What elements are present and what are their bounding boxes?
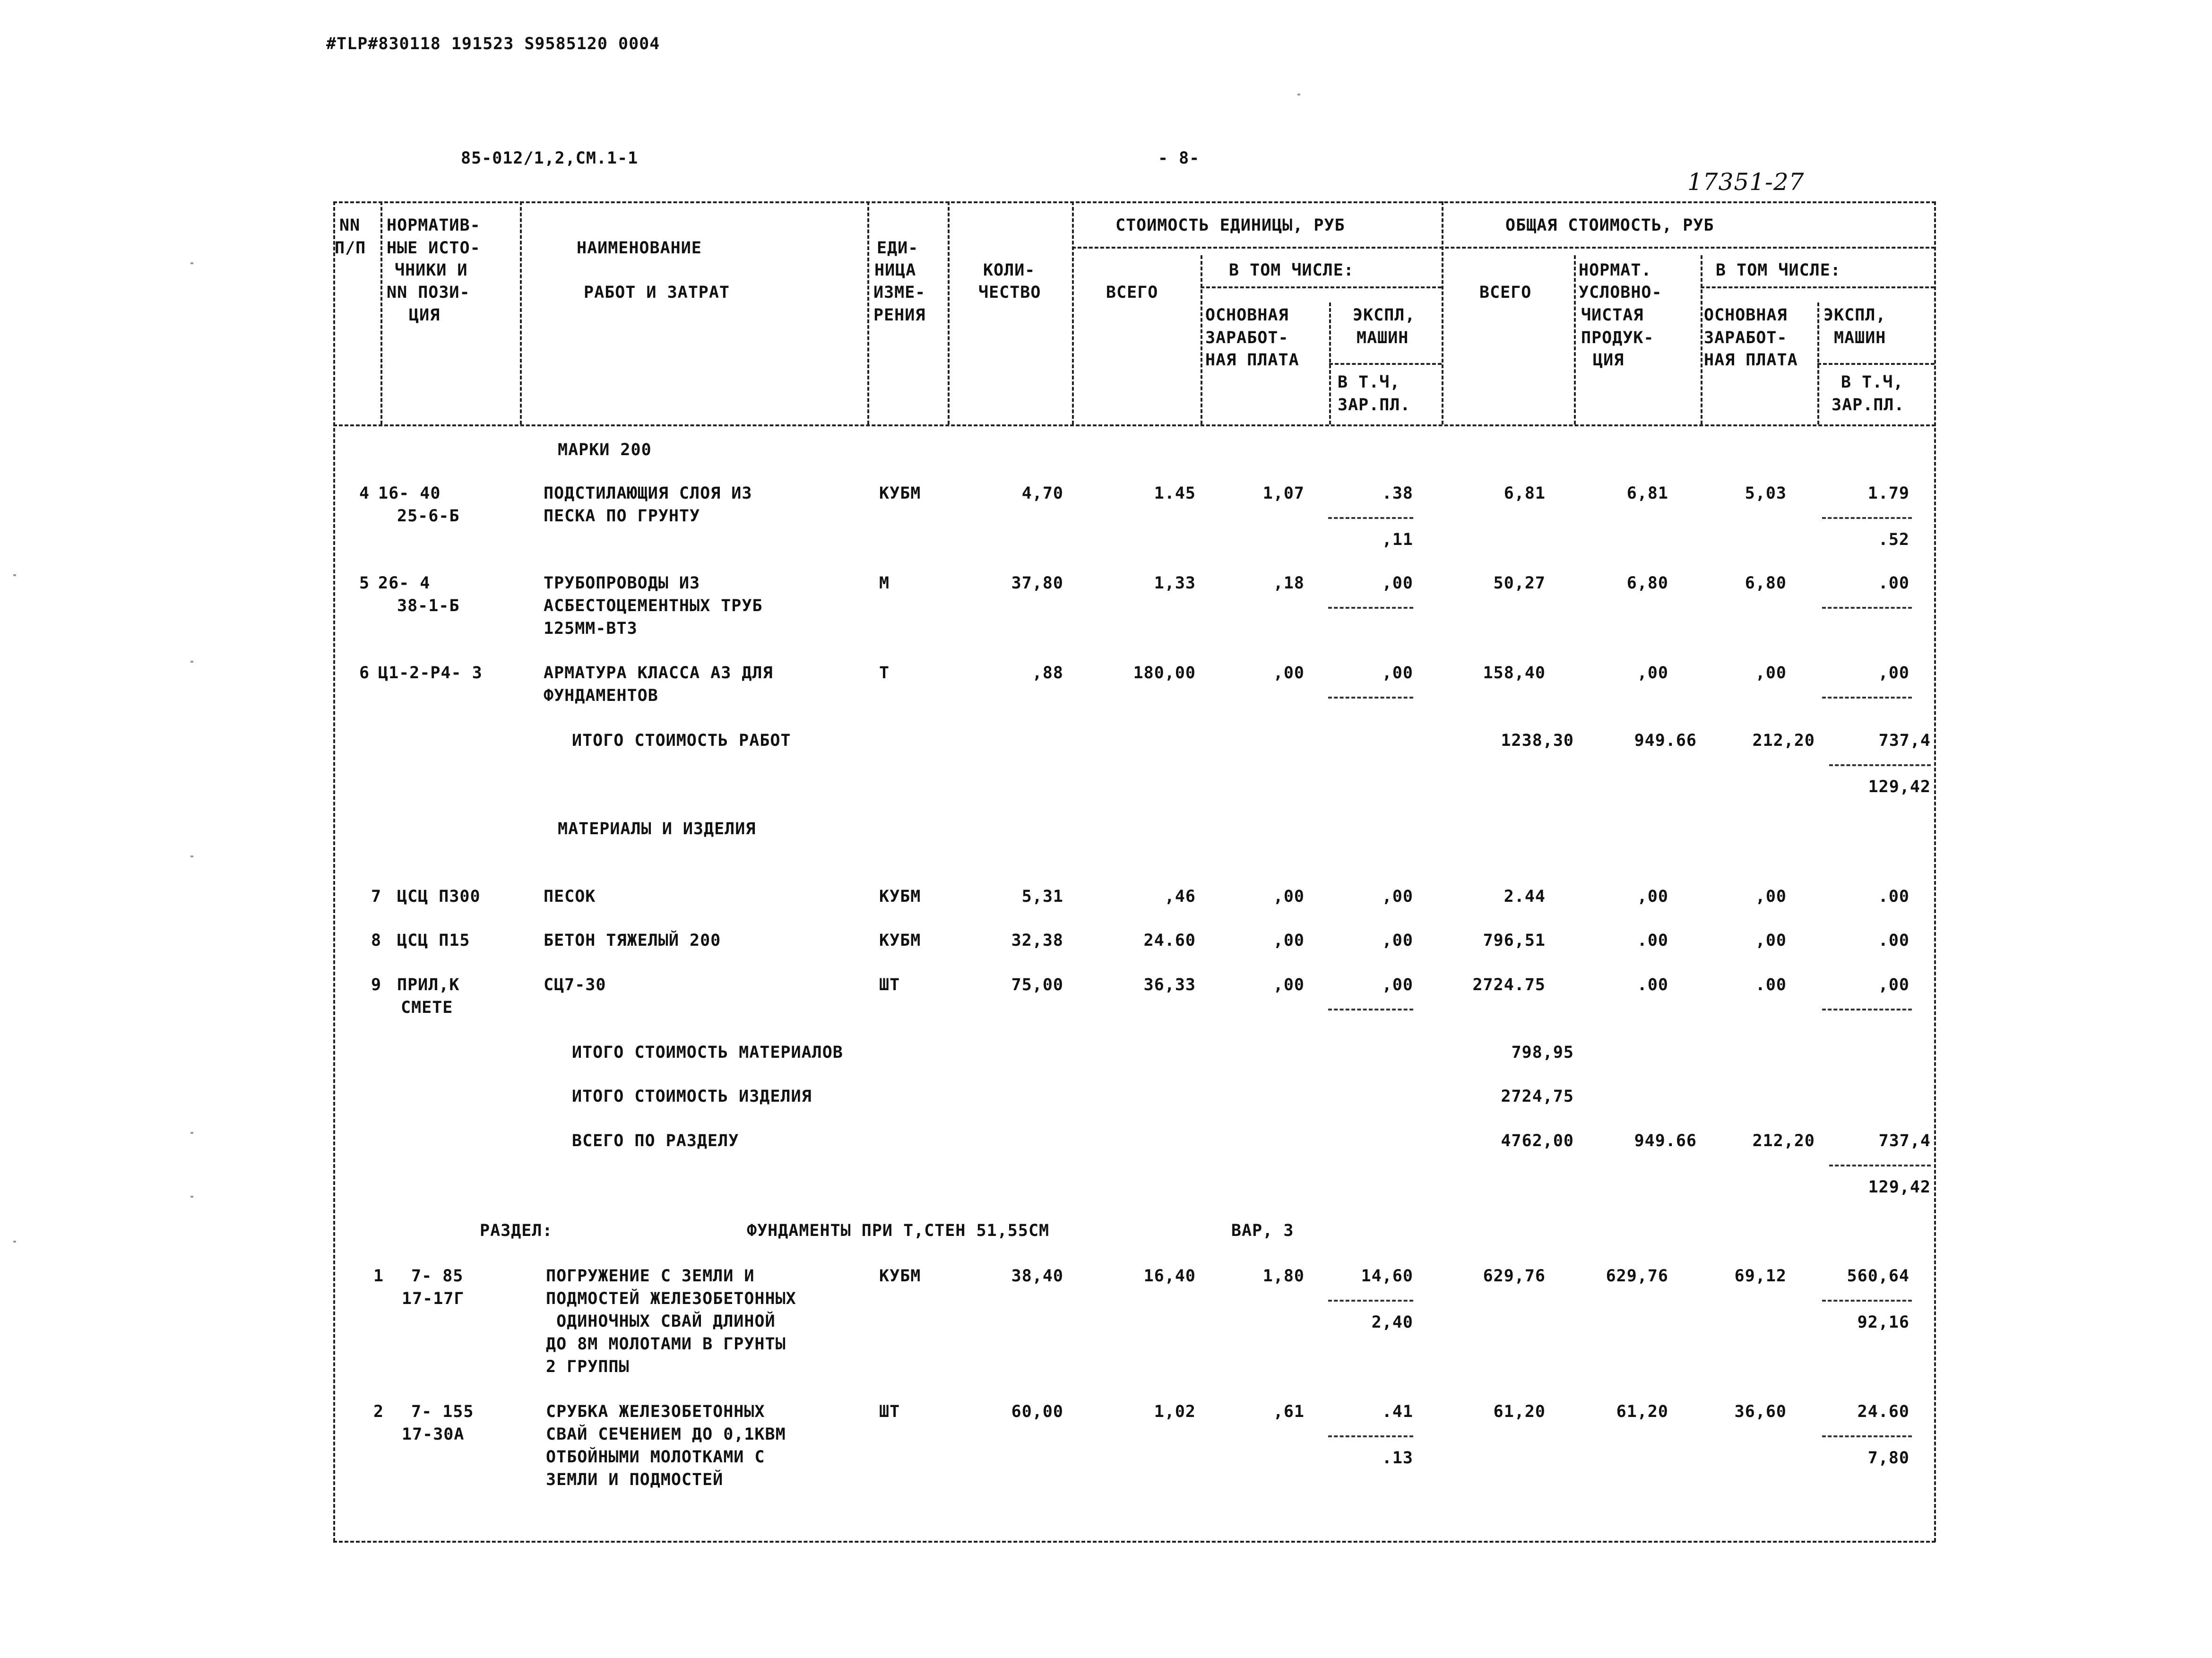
row-code: 16- 40	[378, 484, 441, 503]
scan-speck	[190, 1132, 193, 1134]
col-total-vtch-2: ЗАР.ПЛ.	[1832, 396, 1905, 414]
table-left-border	[333, 201, 335, 1542]
row-name-line: ПЕСОК	[544, 887, 596, 906]
row-unit-total: 1,33	[1154, 574, 1196, 593]
row-num: 2	[373, 1402, 384, 1421]
row-separator	[1328, 517, 1413, 519]
row-code-2: 38-1-Б	[397, 596, 460, 615]
header-subline-1	[1072, 247, 1935, 249]
row-total-salary: 36,60	[1734, 1402, 1787, 1421]
section-total-label: ВСЕГО ПО РАЗДЕЛУ	[572, 1131, 739, 1150]
row-unit-machines-salary: 2,40	[1371, 1313, 1413, 1332]
col-nn-2: П/П	[335, 239, 366, 258]
subtotal-materials-label: ИТОГО СТОИМОСТЬ МАТЕРИАЛОВ	[572, 1043, 843, 1062]
row-unit-machines: ,00	[1382, 887, 1413, 906]
row-unit-salary: ,18	[1273, 574, 1305, 593]
row-separator	[1829, 1165, 1931, 1166]
row-total: 2724.75	[1472, 976, 1546, 994]
row-total-salary: ,00	[1755, 887, 1787, 906]
row-num: 9	[371, 976, 382, 994]
row-name-line: АРМАТУРА КЛАССА А3 ДЛЯ	[544, 664, 773, 682]
row-total-net: ,00	[1637, 664, 1668, 682]
row-unit-total: 36,33	[1143, 976, 1196, 994]
table-right-border	[1934, 201, 1936, 1542]
row-unit-machines: ,00	[1382, 574, 1413, 593]
row-qty: 60,00	[1011, 1402, 1063, 1421]
row-total-machines-salary: 7,80	[1867, 1449, 1910, 1468]
col-total-norm-1: НОРМАТ.	[1579, 261, 1652, 280]
row-separator	[1822, 1435, 1912, 1437]
col-total-osn-1: ОСНОВНАЯ	[1704, 306, 1788, 325]
row-separator	[1328, 607, 1413, 609]
page-number: - 8-	[1158, 149, 1200, 168]
row-name-line: 125ММ-ВТ3	[544, 619, 638, 638]
row-total: 61,20	[1493, 1402, 1546, 1421]
row-total-machines: .00	[1878, 574, 1910, 593]
row-separator	[1328, 1435, 1413, 1437]
row-total-salary: .00	[1755, 976, 1787, 994]
row-total-salary: 5,03	[1745, 484, 1787, 503]
row-total-net: 629,76	[1606, 1267, 1668, 1286]
row-total: 6,81	[1503, 484, 1546, 503]
row-name-line: ПОДМОСТЕЙ ЖЕЛЕЗОБЕТОННЫХ	[546, 1289, 796, 1308]
row-qty: ,88	[1032, 664, 1063, 682]
row-num: 1	[373, 1267, 384, 1286]
row-unit-salary: ,61	[1273, 1402, 1305, 1421]
col-norm-3: ЧНИКИ И	[395, 261, 468, 280]
row-code: ЦСЦ П15	[397, 931, 470, 950]
row-unit-salary: 1,07	[1262, 484, 1305, 503]
row-num: 8	[371, 931, 382, 950]
col-unit-osn-2: ЗАРАБОТ-	[1205, 328, 1289, 347]
header-subline-unit	[1201, 286, 1442, 288]
scan-speck	[190, 262, 193, 264]
header-subline-eksp	[1329, 363, 1442, 365]
row-total-salary: 6,80	[1745, 574, 1787, 593]
col-total-eksp-1: ЭКСПЛ,	[1823, 306, 1886, 325]
row-unit-machines-salary: .13	[1382, 1449, 1413, 1468]
col-unit-osn-3: НАЯ ПЛАТА	[1205, 351, 1299, 370]
subtotal-salary: 212,20	[1752, 731, 1815, 750]
row-name-line: ЗЕМЛИ И ПОДМОСТЕЙ	[546, 1470, 724, 1489]
col-total-osn-2: ЗАРАБОТ-	[1704, 328, 1788, 347]
row-total: 796,51	[1483, 931, 1546, 950]
scan-speck	[190, 855, 193, 857]
row-code-2: 25-6-Б	[397, 507, 460, 526]
col-unit-1: ЕДИ-	[877, 239, 919, 258]
row-total-machines: ,00	[1878, 976, 1910, 994]
divider-total-vsego	[1574, 255, 1576, 424]
row-unit-total: 1,02	[1154, 1402, 1196, 1421]
col-norm-2: НЫЕ ИСТО-	[387, 239, 481, 258]
header-subline-eksp2	[1817, 363, 1935, 365]
row-unit: М	[879, 574, 890, 593]
row-separator	[1822, 697, 1912, 699]
row-name-line: ДО 8М МОЛОТАМИ В ГРУНТЫ	[546, 1335, 786, 1354]
row-code: 7- 85	[411, 1267, 464, 1286]
divider-unit	[948, 201, 950, 424]
row-total: 158,40	[1483, 664, 1546, 682]
row-name-line: ПЕСКА ПО ГРУНТУ	[544, 507, 700, 526]
col-qty-2: ЧЕСТВО	[978, 283, 1041, 302]
row-code: ПРИЛ,К	[397, 976, 460, 994]
table-top-border	[333, 201, 1936, 203]
row-separator	[1822, 607, 1912, 609]
row-total: 629,76	[1483, 1267, 1546, 1286]
row-total-salary: 69,12	[1734, 1267, 1787, 1286]
row-total-net: 61,20	[1616, 1402, 1668, 1421]
row-total: 50,27	[1493, 574, 1546, 593]
col-total-osn-3: НАЯ ПЛАТА	[1704, 351, 1798, 370]
col-total-vtch-1: В Т.Ч,	[1841, 373, 1904, 392]
scan-speck	[1297, 94, 1300, 95]
row-separator	[1328, 697, 1413, 699]
col-unit-3: ИЗМЕ-	[873, 283, 926, 302]
row-code-2: СМЕТЕ	[401, 998, 453, 1017]
row-unit-salary: ,00	[1273, 976, 1305, 994]
row-code-2: 17-17Г	[402, 1289, 465, 1308]
subtotal-machines: 737,4	[1878, 731, 1931, 750]
row-unit-salary: ,00	[1273, 931, 1305, 950]
razdel-variant: ВАР, 3	[1231, 1221, 1294, 1240]
col-unit-cost: СТОИМОСТЬ ЕДИНИЦЫ, РУБ	[1115, 216, 1345, 235]
row-unit-total: 16,40	[1143, 1267, 1196, 1286]
subtotal-label: ИТОГО СТОИМОСТЬ РАБОТ	[572, 731, 791, 750]
divider-nn	[380, 201, 382, 424]
section-total-value: 4762,00	[1501, 1131, 1574, 1150]
col-name-2: РАБОТ И ЗАТРАТ	[584, 283, 730, 302]
row-unit: КУБМ	[879, 484, 921, 503]
section-total-salary: 212,20	[1752, 1131, 1815, 1150]
col-unit-eksp-2: МАШИН	[1357, 328, 1409, 347]
row-name-line: ОДИНОЧНЫХ СВАЙ ДЛИНОЙ	[546, 1312, 776, 1331]
row-total-machines: 1.79	[1867, 484, 1910, 503]
col-unit-vsego: ВСЕГО	[1106, 283, 1158, 302]
row-total-machines: .00	[1878, 887, 1910, 906]
col-total-norm-5: ЦИЯ	[1593, 351, 1624, 370]
row-unit-total: 24.60	[1143, 931, 1196, 950]
row-separator	[1822, 1300, 1912, 1302]
row-name-line: ПОДСТИЛАЮЩИЯ СЛОЯ ИЗ	[544, 484, 752, 503]
row-qty: 5,31	[1021, 887, 1063, 906]
section-total-machines-salary: 129,42	[1868, 1178, 1931, 1197]
row-name-line: СВАЙ СЕЧЕНИЕМ ДО 0,1КВМ	[546, 1425, 786, 1444]
row-num: 4	[359, 484, 370, 503]
row-total-salary: ,00	[1755, 664, 1787, 682]
row-qty: 4,70	[1021, 484, 1063, 503]
row-separator	[1822, 1009, 1912, 1010]
scan-speck	[13, 574, 16, 576]
row-total-net: 6,80	[1626, 574, 1668, 593]
row-code: Ц1-2-Р4- 3	[378, 664, 483, 682]
row-unit: КУБМ	[879, 931, 921, 950]
row-code: 26- 4	[378, 574, 431, 593]
divider-qty	[1072, 201, 1074, 424]
row-unit-machines: ,00	[1382, 931, 1413, 950]
col-total-norm-3: ЧИСТАЯ	[1581, 306, 1644, 325]
razdel-title: ФУНДАМЕНТЫ ПРИ Т,СТЕН 51,55СМ	[747, 1221, 1050, 1240]
row-unit-salary: 1,80	[1262, 1267, 1305, 1286]
row-unit-machines: ,00	[1382, 664, 1413, 682]
row-unit: ШТ	[879, 976, 900, 994]
row-total-machines: 24.60	[1857, 1402, 1910, 1421]
row-total-salary: ,00	[1755, 931, 1787, 950]
scan-speck	[13, 1241, 16, 1243]
col-norm-1: НОРМАТИВ-	[387, 216, 481, 235]
row-total-machines-salary: 92,16	[1857, 1313, 1910, 1332]
razdel-label: РАЗДЕЛ:	[480, 1221, 553, 1240]
row-unit-salary: ,00	[1273, 887, 1305, 906]
subtotal-net: 949.66	[1634, 731, 1697, 750]
divider-norm	[520, 201, 522, 424]
scan-speck	[190, 1196, 193, 1198]
row-qty: 75,00	[1011, 976, 1063, 994]
row-unit-machines: .41	[1382, 1402, 1413, 1421]
row-unit-total: 180,00	[1133, 664, 1196, 682]
row-unit-machines: ,00	[1382, 976, 1413, 994]
top-code: #TLP#830118 191523 S9585120 0004	[326, 35, 660, 53]
col-total-norm-4: ПРОДУК-	[1581, 328, 1654, 347]
row-name-line: 2 ГРУППЫ	[546, 1357, 630, 1376]
header-subline-total	[1701, 286, 1935, 288]
row-name-line: СЦ7-30	[544, 976, 606, 994]
row-unit-machines-salary: ,11	[1382, 530, 1413, 549]
row-qty: 38,40	[1011, 1267, 1063, 1286]
col-total-incl: В ТОМ ЧИСЛЕ:	[1716, 261, 1841, 280]
col-norm-5: ЦИЯ	[409, 306, 441, 325]
row-total-net: .00	[1637, 976, 1668, 994]
col-unit-vtch-1: В Т.Ч,	[1338, 373, 1400, 392]
col-norm-4: NN ПОЗИ-	[387, 283, 470, 302]
row-name-line: ТРУБОПРОВОДЫ ИЗ	[544, 574, 700, 593]
row-total: 2.44	[1503, 887, 1546, 906]
col-total-vsego: ВСЕГО	[1479, 283, 1532, 302]
row-unit: КУБМ	[879, 887, 921, 906]
row-unit: ШТ	[879, 1402, 900, 1421]
subtotal-products-label: ИТОГО СТОИМОСТЬ ИЗДЕЛИЯ	[572, 1087, 812, 1106]
row-unit: КУБМ	[879, 1267, 921, 1286]
subtotal-total: 1238,30	[1501, 731, 1574, 750]
row-name-line: БЕТОН ТЯЖЕЛЫЙ 200	[544, 931, 721, 950]
col-qty-1: КОЛИ-	[983, 261, 1036, 280]
section-total-net: 949.66	[1634, 1131, 1697, 1150]
handwritten-number: 17351-27	[1687, 168, 1805, 196]
divider-unit-total	[1201, 255, 1202, 424]
scan-speck	[190, 661, 193, 663]
row-total-machines: .00	[1878, 931, 1910, 950]
col-unit-eksp-1: ЭКСПЛ,	[1353, 306, 1416, 325]
row-total-machines-salary: .52	[1878, 530, 1910, 549]
row-total-net: .00	[1637, 931, 1668, 950]
header-bottom-border	[333, 424, 1936, 426]
col-total-cost: ОБЩАЯ СТОИМОСТЬ, РУБ	[1505, 216, 1714, 235]
row-unit-machines: 14,60	[1361, 1267, 1413, 1286]
section-total-machines: 737,4	[1878, 1131, 1931, 1150]
row-name-line: ФУНДАМЕНТОВ	[544, 686, 658, 705]
row-total-machines: ,00	[1878, 664, 1910, 682]
divider-name	[867, 201, 869, 424]
row-total-net: ,00	[1637, 887, 1668, 906]
row-separator	[1829, 764, 1931, 766]
row-code-2: 17-30А	[402, 1425, 465, 1444]
col-unit-osn-1: ОСНОВНАЯ	[1205, 306, 1289, 325]
row-name-line: АСБЕСТОЦЕМЕНТНЫХ ТРУБ	[544, 596, 763, 615]
section-title: МАРКИ 200	[558, 440, 652, 459]
row-qty: 37,80	[1011, 574, 1063, 593]
row-unit-salary: ,00	[1273, 664, 1305, 682]
table-bottom-border	[333, 1541, 1936, 1543]
subtotal-machines-salary: 129,42	[1868, 777, 1931, 796]
divider-total-norm	[1701, 255, 1702, 424]
sheet-ref: 85-012/1,2,СМ.1-1	[461, 149, 639, 168]
row-unit-total: 1.45	[1154, 484, 1196, 503]
col-name-1: НАИМЕНОВАНИЕ	[577, 239, 702, 258]
subtotal-materials-value: 798,95	[1511, 1043, 1574, 1062]
row-code: 7- 155	[411, 1402, 474, 1421]
col-total-eksp-2: МАШИН	[1834, 328, 1886, 347]
row-total-net: 6,81	[1626, 484, 1668, 503]
subtotal-products-value: 2724,75	[1501, 1087, 1574, 1106]
row-name-line: СРУБКА ЖЕЛЕЗОБЕТОННЫХ	[546, 1402, 765, 1421]
row-qty: 32,38	[1011, 931, 1063, 950]
col-nn-1: NN	[339, 216, 361, 235]
row-separator	[1328, 1300, 1413, 1302]
row-separator	[1328, 1009, 1413, 1010]
row-unit-total: ,46	[1164, 887, 1196, 906]
materials-title: МАТЕРИАЛЫ И ИЗДЕЛИЯ	[558, 820, 756, 838]
col-unit-2: НИЦА	[874, 261, 916, 280]
col-unit-incl: В ТОМ ЧИСЛЕ:	[1229, 261, 1354, 280]
col-total-norm-2: УСЛОВНО-	[1579, 283, 1662, 302]
row-code: ЦСЦ П300	[397, 887, 481, 906]
col-unit-vtch-2: ЗАР.ПЛ.	[1338, 396, 1411, 414]
col-unit-4: РЕНИЯ	[873, 306, 926, 325]
row-name-line: ПОГРУЖЕНИЕ С ЗЕМЛИ И	[546, 1267, 755, 1286]
row-name-line: ОТБОЙНЫМИ МОЛОТКАМИ С	[546, 1448, 765, 1467]
row-num: 5	[359, 574, 370, 593]
row-unit-machines: .38	[1382, 484, 1413, 503]
row-unit: Т	[879, 664, 890, 682]
row-separator	[1822, 517, 1912, 519]
row-num: 7	[371, 887, 382, 906]
row-total-machines: 560,64	[1847, 1267, 1910, 1286]
row-num: 6	[359, 664, 370, 682]
divider-cost-groups	[1442, 201, 1443, 424]
